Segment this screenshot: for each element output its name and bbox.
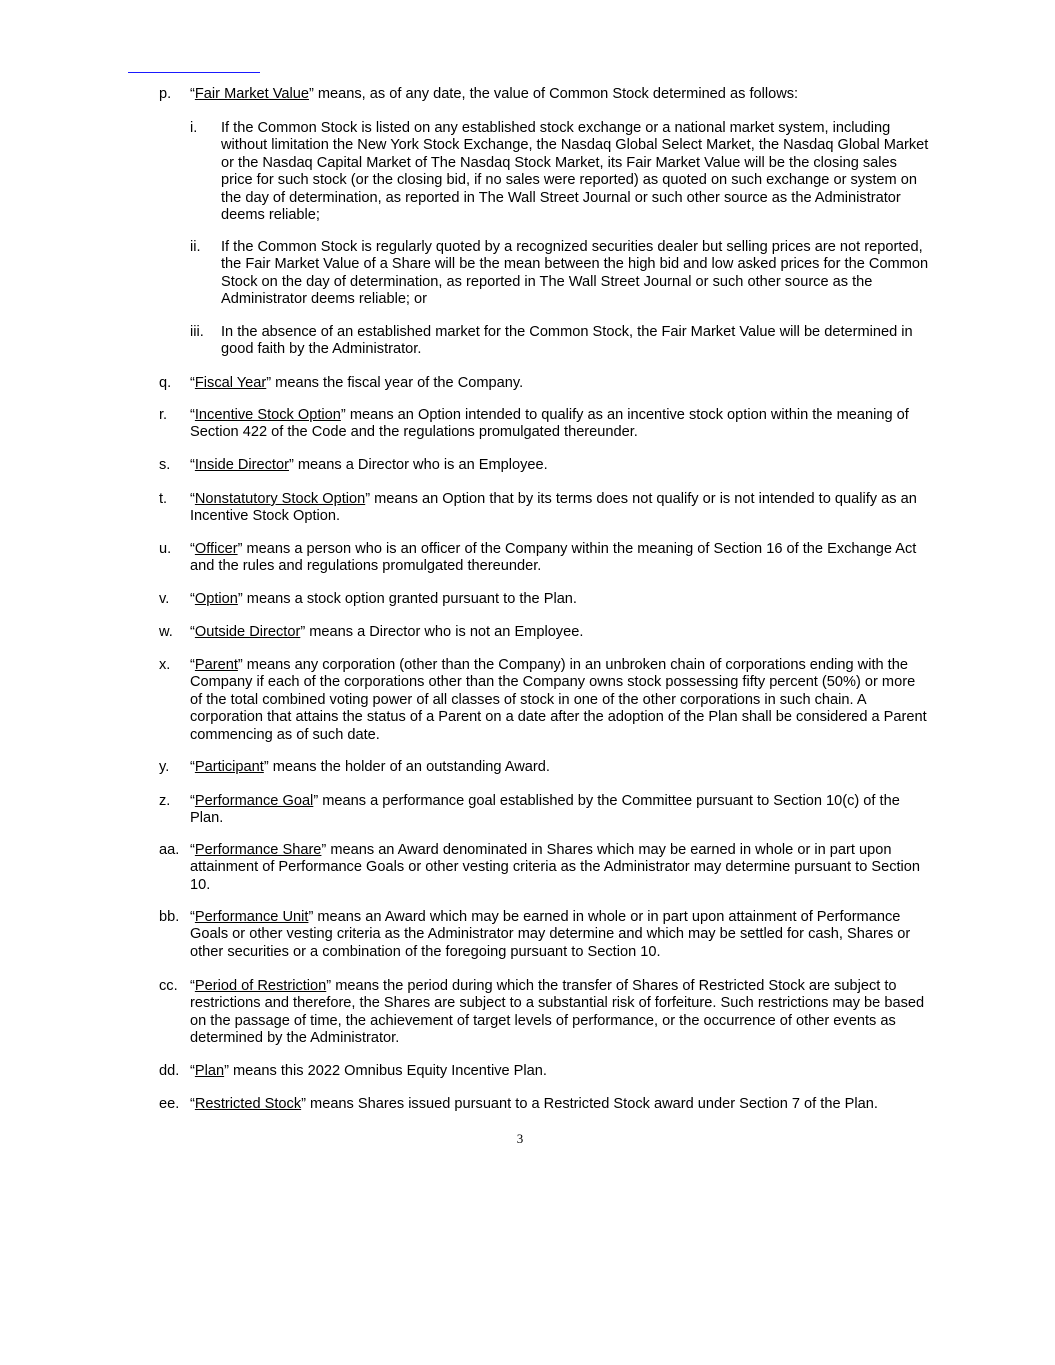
definition-v: v. “Option” means a stock option granted pursuant to the Plan. xyxy=(159,591,577,607)
definition-bb: bb. “Performance Unit” means an Award which may be earned in whole or in part upon attainment of Performance Goals or other vesting criteria as the Administrator may determine and which may be settled for cash, Shares or other securities or a combination of the foregoing pursuant to Section 10. xyxy=(159,909,911,960)
definition-text: ” means an Option that by its terms does not qualify or is not intended to qualify as an Incentive Stock Option. xyxy=(190,491,917,525)
defined-term: Performance Share xyxy=(194,842,322,858)
definition-text: ” means the period during which the transfer of Shares of Restricted Stock are subject to restrictions and therefore, the Shares are subject to a substantial risk of forfeiture. Such restrictions may be based on the passage of time, the achievement of target levels of performance, or the occurrence of other events as determined by the Administrator. xyxy=(190,978,925,1047)
item-label: z. xyxy=(159,793,171,809)
definition-w: w. “Outside Director” means a Director who is not an Employee. xyxy=(159,624,584,640)
header-rule xyxy=(128,72,260,73)
defined-term: Participant xyxy=(194,759,264,775)
definition-r: r. “Incentive Stock Option” means an Option intended to qualify as an incentive stock option within the meaning of Section 422 of the Code and the regulations promulgated thereunder. xyxy=(159,407,909,441)
definition-z: z. “Performance Goal” means a performance goal established by the Committee pursuant to Section 10(c) of the Plan. xyxy=(159,793,900,827)
item-label: r. xyxy=(159,407,168,423)
defined-term: Plan xyxy=(194,1063,225,1079)
definition-u: u. “Officer” means a person who is an officer of the Company within the meaning of Section 16 of the Exchange Act and the rules and regulations promulgated thereunder. xyxy=(159,541,917,575)
definition-text: ” means an Award which may be earned in whole or in part upon attainment of Performance Goals or other vesting criteria as the Administrator may determine and which may be settled for cash, Shares or other securities or a combination of the foregoing pursuant to Section 10. xyxy=(190,909,911,960)
definition-t: t. “Nonstatutory Stock Option” means an Option that by its terms does not qualify or is not intended to qualify as an Incentive Stock Option. xyxy=(159,491,917,525)
definition-text: ” means, as of any date, the value of Common Stock determined as follows: xyxy=(308,86,799,102)
definition-y: y. “Participant” means the holder of an outstanding Award. xyxy=(159,759,550,775)
subitem-text: If the Common Stock is regularly quoted by a recognized securities dealer but selling prices are not reported, the Fair Market Value of a Share will be the mean between the high bid and low asked prices for the Common Stock on the day of determination, as reported in The Wall Street Journal or such other source as the Administrator deems reliable; or xyxy=(221,239,929,308)
item-label: v. xyxy=(159,591,170,607)
fmv-subitem-ii xyxy=(190,239,930,309)
definition-text: ” means this 2022 Omnibus Equity Incentive Plan. xyxy=(224,1063,547,1079)
defined-term: Outside Director xyxy=(194,624,301,640)
item-label: u. xyxy=(159,541,172,557)
defined-term: Fair Market Value xyxy=(194,86,309,102)
subitem-label: iii. xyxy=(190,324,204,340)
item-label: w. xyxy=(159,624,173,640)
defined-term: Inside Director xyxy=(194,457,289,473)
definition-cc: cc. “Period of Restriction” means the period during which the transfer of Shares of Restricted Stock are subject to restrictions and therefore, the Shares are subject to a substantial risk of forfeiture. Such restrictions may be based on the passage of time, the achievement of target levels of performance, or the occurrence of other events as determined by the Administrator. xyxy=(159,978,925,1047)
definition-aa: aa. “Performance Share” means an Award denominated in Shares which may be earned in whole or in part upon attainment of Performance Goals or other vesting criteria as the Administrator may determine pursuant to Section 10. xyxy=(159,842,921,893)
fmv-subitem-iii xyxy=(190,324,930,359)
definition-text: ” means a performance goal established by the Committee pursuant to Section 10(c) of the Plan. xyxy=(190,793,900,827)
page-number: 3 xyxy=(516,1131,524,1146)
definition-text: ” means a Director who is not an Employee. xyxy=(300,624,584,640)
definition-x: x. “Parent” means any corporation (other than the Company) in an unbroken chain of corporations ending with the Company if each of the corporations other than the Company owns stock possessing fifty percent (50%) or more of the total combined voting power of all classes of stock in one of the other corporations in such chain. A corporation that attains the status of a Parent on a date after the adoption of the Plan shall be considered a Parent commencing as of such date. xyxy=(159,657,927,743)
subitem-label: i. xyxy=(190,120,198,136)
definition-p: p. “Fair Market Value” means, as of any date, the value of Common Stock determined as follows: xyxy=(159,86,799,102)
defined-term: Officer xyxy=(194,541,238,557)
defined-term: Performance Unit xyxy=(194,909,309,925)
definition-text: ” means a person who is an officer of the Company within the meaning of Section 16 of the Exchange Act and the rules and regulations promulgated thereunder. xyxy=(190,541,917,575)
defined-term: Nonstatutory Stock Option xyxy=(194,491,366,507)
definition-text: ” means any corporation (other than the Company) in an unbroken chain of corporations ending with the Company if each of the corporations other than the Company owns stock possessing fifty percent (50%) or more of the total combined voting power of all classes of stock in one of the other corporations in such chain. A corporation that attains the status of a Parent on a date after the adoption of the Plan shall be considered a Parent commencing as of such date. xyxy=(190,657,927,743)
definition-dd: dd. “Plan” means this 2022 Omnibus Equity Incentive Plan. xyxy=(159,1063,547,1079)
item-label: y. xyxy=(159,759,170,775)
item-label: t. xyxy=(159,491,168,507)
definition-text: ” means Shares issued pursuant to a Restricted Stock award under Section 7 of the Plan. xyxy=(301,1096,878,1112)
definition-text: ” means the fiscal year of the Company. xyxy=(266,375,524,391)
item-label: dd. xyxy=(159,1063,180,1079)
defined-term: Performance Goal xyxy=(194,793,314,809)
defined-term: Restricted Stock xyxy=(194,1096,302,1112)
definition-text: ” means a Director who is an Employee. xyxy=(288,457,548,473)
item-label: p. xyxy=(159,86,172,102)
defined-term: Parent xyxy=(194,657,238,673)
definition-text: ” means a stock option granted pursuant to the Plan. xyxy=(237,591,577,607)
definition-ee: ee. “Restricted Stock” means Shares issued pursuant to a Restricted Stock award under Section 7 of the Plan. xyxy=(159,1096,878,1112)
defined-term: Option xyxy=(194,591,238,607)
subitem-text: In the absence of an established market for the Common Stock, the Fair Market Value will be determined in good faith by the Administrator. xyxy=(221,324,913,358)
subitem-label: ii. xyxy=(190,239,201,255)
fmv-subitem-i xyxy=(190,120,930,224)
definition-q: q. “Fiscal Year” means the fiscal year of the Company. xyxy=(159,375,524,391)
item-label: cc. xyxy=(159,978,178,994)
defined-term: Fiscal Year xyxy=(194,375,267,391)
item-label: bb. xyxy=(159,909,180,925)
definition-s: s. “Inside Director” means a Director who is an Employee. xyxy=(159,457,548,473)
item-label: q. xyxy=(159,375,172,391)
item-label: ee. xyxy=(159,1096,180,1112)
item-label: s. xyxy=(159,457,171,473)
item-label: x. xyxy=(159,657,171,673)
definition-text: ” means an Option intended to qualify as an incentive stock option within the meaning of Section 422 of the Code and the regulations promulgated thereunder. xyxy=(190,407,909,441)
defined-term: Period of Restriction xyxy=(194,978,327,994)
definition-text: ” means an Award denominated in Shares which may be earned in whole or in part upon attainment of Performance Goals or other vesting criteria as the Administrator may determine pursuant to Section 10. xyxy=(190,842,921,893)
item-label: aa. xyxy=(159,842,180,858)
defined-term: Incentive Stock Option xyxy=(194,407,341,423)
subitem-text: If the Common Stock is listed on any established stock exchange or a national market system, including without limitation the New York Stock Exchange, the Nasdaq Global Select Market, the Nasdaq Global Market or the Nasdaq Capital Market of The Nasdaq Stock Market, its Fair Market Value will be the closing sales price for such stock (or the closing bid, if no sales were reported) as quoted on such exchange or system on the day of determination, as reported in The Wall Street Journal or such other source as the Administrator deems reliable; xyxy=(221,120,929,224)
definition-text: ” means the holder of an outstanding Award. xyxy=(263,759,550,775)
